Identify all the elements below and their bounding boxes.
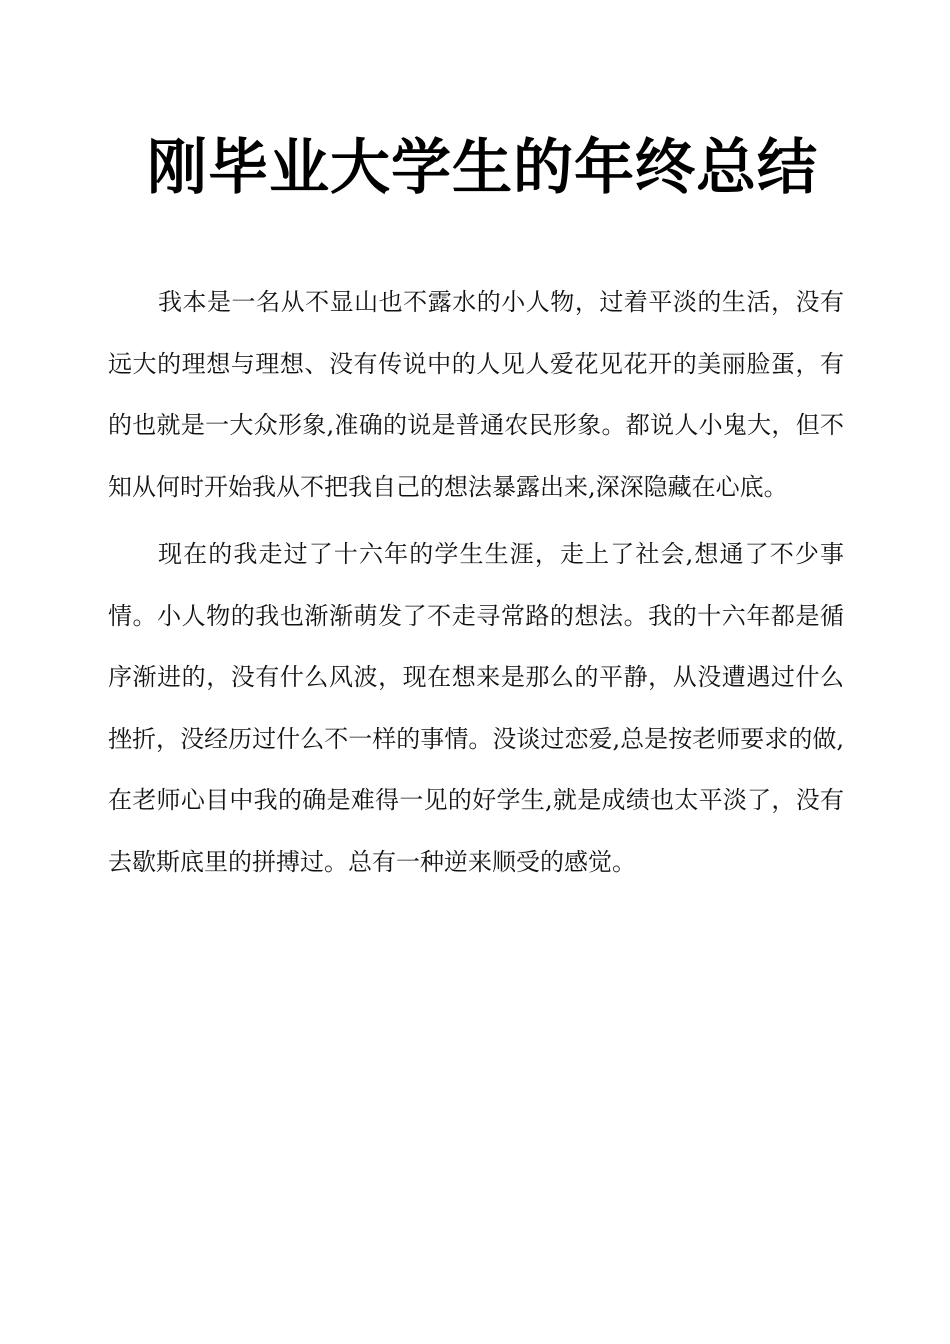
paragraph-1: 我本是一名从不显山也不露水的小人物，过着平淡的生活，没有远大的理想与理想、没有传说中的人见人爱花见花开的美丽脸蛋，有的也就是一大众形象,准确的说是普通农民形象。都说人小鬼大，但不知从何时开始我从不把我自己的想法暴露出来,深深隐藏在心底。 [108, 288, 844, 501]
document-body [108, 272, 844, 899]
document-title: 刚毕业大学生的年终总结 [147, 133, 818, 203]
paragraph-2: 现在的我走过了十六年的学生生涯，走上了社会,想通了不少事情。小人物的我也渐渐萌发了不走寻常路的想法。我的十六年都是循序渐进的，没有什么风波，现在想来是那么的平静，从没遭遇过什么挫折，没经历过什么不一样的事情。没谈过恋爱,总是按老师要求的做,在老师心目中我的确是难得一见的好学生,就是成绩也太平淡了，没有去歇斯底里的拼搏过。总有一种逆来顺受的感觉。 [108, 540, 844, 876]
